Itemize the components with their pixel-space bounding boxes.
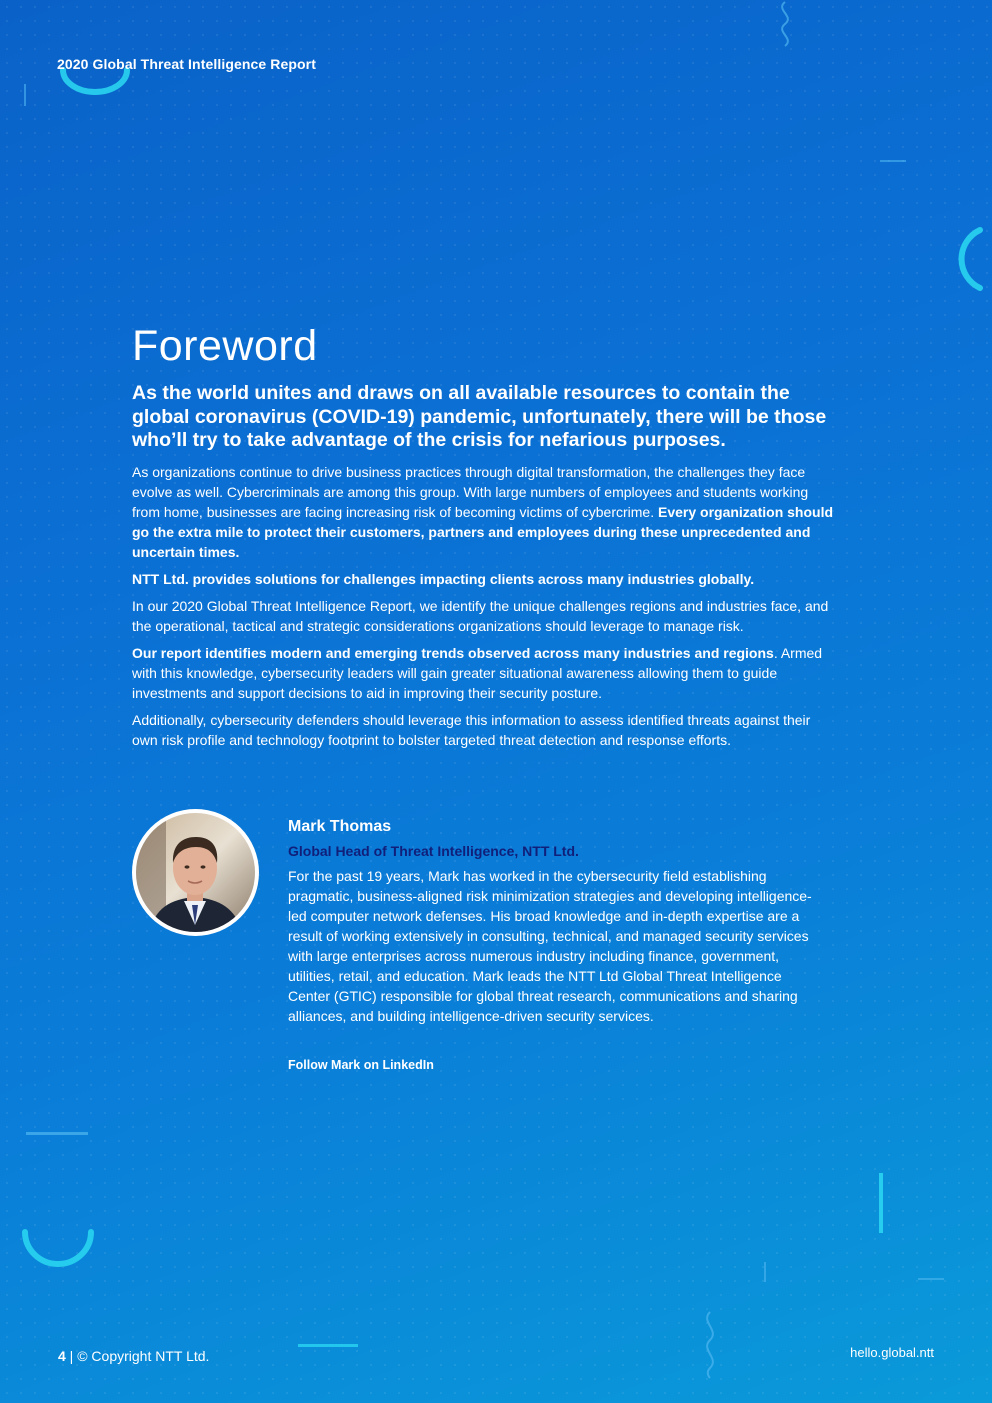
report-title: 2020 Global Threat Intelligence Report (57, 56, 316, 72)
author-avatar (132, 809, 259, 936)
page-number: 4 (58, 1348, 66, 1364)
paragraph-text: In our 2020 Global Threat Intelligence Report, we identify the unique challenges regions and industries face, and the operational, tactical and strategic considerations organizations should leverage to manage risk. (132, 598, 829, 634)
paragraph (132, 643, 837, 703)
footer-copyright (58, 1348, 209, 1364)
paragraph (132, 569, 837, 589)
line-decoration (26, 1132, 88, 1135)
linkedin-link[interactable]: Follow Mark on LinkedIn (288, 1058, 434, 1072)
author-name: Mark Thomas (288, 818, 392, 835)
squiggle-decoration-bottom (695, 1310, 725, 1380)
paragraph-emphasis: Our report identifies modern and emerging trends observed across many industries and regions (132, 645, 774, 661)
paragraph-emphasis: NTT Ltd. provides solutions for challenges impacting clients across many industries globally. (132, 571, 755, 587)
paragraph-text: Additionally, cybersecurity defenders should leverage this information to assess identified threats against their own risk profile and technology footprint to bolster targeted threat detection and response efforts. (132, 712, 811, 748)
copyright-text: | © Copyright NTT Ltd. (65, 1348, 210, 1364)
author-bio: For the past 19 years, Mark has worked in the cybersecurity field establishing pragmatic, business-aligned risk minimization strategies and developing intelligence-led computer network defenses. His broad knowledge and in-depth expertise are a result of working extensively in consulting, technical, and managed security services with large enterprises across numerous industry including finance, government, utilities, retail, and education. Mark leads the NTT Ltd Global Threat Intelligence Center (GTIC) responsible for global threat research, communications and sharing alliances, and building intelligence-driven security services. (288, 868, 812, 1024)
lead-paragraph: As the world unites and draws on all available resources to contain the global coronavirus (COVID-19) pandemic, unfortunately, there will be those who’ll try to take advantage of the crisis for nefarious purposes. (132, 382, 827, 451)
line-decoration (879, 1173, 883, 1233)
line-decoration (880, 160, 906, 162)
paragraph (132, 710, 837, 750)
line-decoration (764, 1262, 766, 1282)
paragraph (132, 462, 837, 562)
author-role: Global Head of Threat Intelligence, NTT Ltd. (288, 843, 579, 859)
page-title: Foreword (132, 322, 318, 370)
website-link[interactable]: hello.global.ntt (850, 1345, 934, 1360)
arc-decoration-right (930, 222, 992, 302)
foreword-body (132, 462, 837, 757)
author-portrait-image (136, 813, 255, 932)
paragraph-text: . Armed with this knowledge, cybersecurity leaders will gain greater situational awareness allowing them to guide investments and support decisions to aid in improving their security posture. (132, 645, 823, 701)
paragraph (132, 596, 837, 636)
squiggle-decoration-top (770, 0, 800, 50)
paragraph-emphasis: Every organization should go the extra mile to protect their customers, partners and employees during these unprecedented and uncertain times. (132, 504, 834, 560)
arc-decoration-bottom-left (15, 1222, 105, 1282)
line-decoration (298, 1344, 358, 1347)
line-decoration (24, 84, 26, 106)
line-decoration (918, 1278, 944, 1280)
paragraph-text: As organizations continue to drive business practices through digital transformation, the challenges they face evolve as well. Cybercriminals are among this group. With large numbers of employees and students working from home, businesses are facing increasing risk of becoming victims of cybercrime. (132, 464, 809, 520)
